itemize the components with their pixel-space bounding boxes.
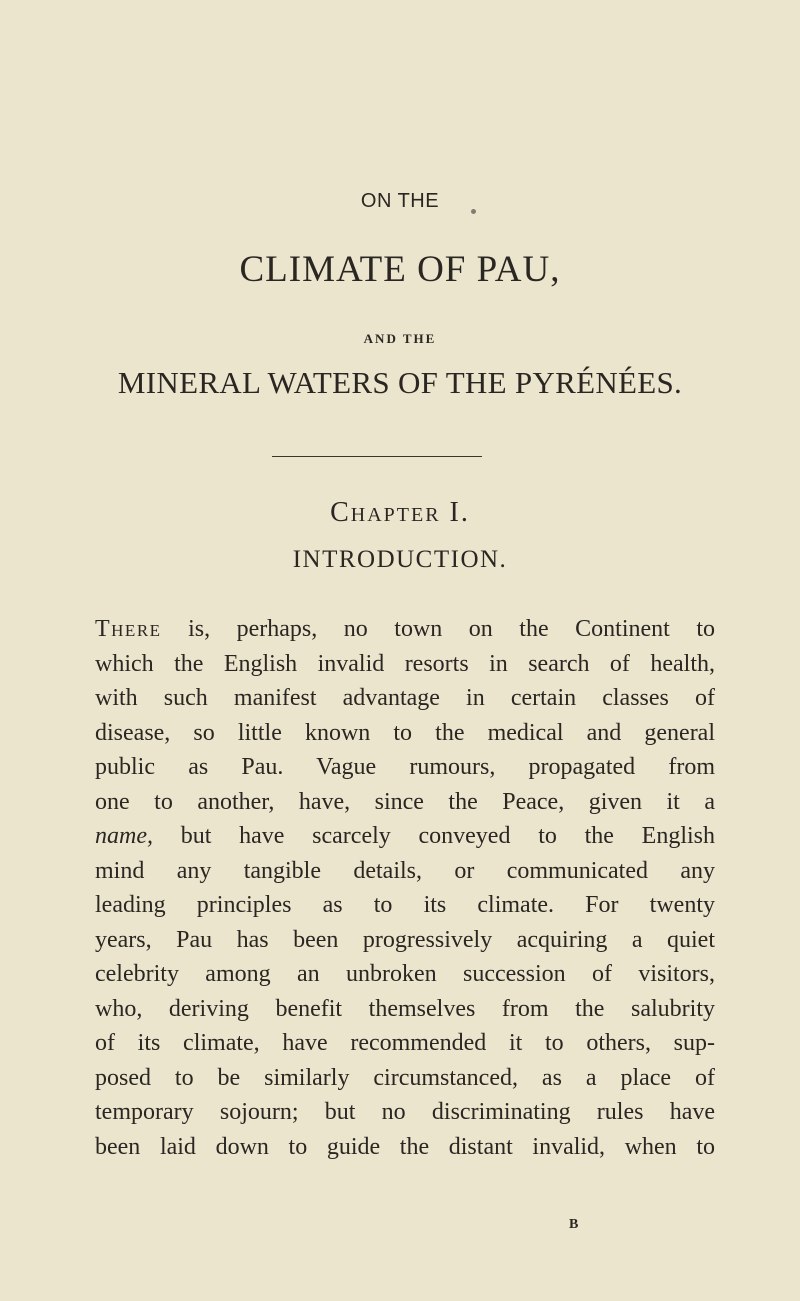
text-line xyxy=(95,647,715,682)
text-line xyxy=(95,1026,715,1061)
text-run: one to another, have, since the Peace, given it a xyxy=(95,788,715,815)
text-run: with such manifest advantage in certain classes of xyxy=(95,685,715,711)
text-line xyxy=(95,888,715,923)
page-title: CLIMATE OF PAU, xyxy=(239,249,561,290)
text-line xyxy=(95,819,715,854)
text-line xyxy=(95,785,715,820)
text-line xyxy=(95,612,715,647)
page-subtitle: MINERAL WATERS OF THE PYRÉNÉES. xyxy=(117,365,683,400)
text-line xyxy=(95,1130,715,1165)
chapter-heading: Chapter I. xyxy=(330,497,470,528)
body-text xyxy=(95,612,715,1164)
section-heading: INTRODUCTION. xyxy=(292,546,508,573)
text-line xyxy=(95,854,715,889)
text-line xyxy=(95,1061,715,1096)
text-line xyxy=(95,681,715,716)
text-run: celebrity among an unbroken succession of visitors, xyxy=(95,961,715,987)
text-line xyxy=(95,957,715,992)
text-run: of its climate, have recommended it to others, sup- xyxy=(95,1030,715,1056)
text-run: temporary sojourn; but no discriminating rules have xyxy=(95,1099,715,1125)
text-run: disease, so little known to the medical and general xyxy=(95,719,715,746)
text-run: leading principles as to its climate. For twenty xyxy=(95,892,715,918)
text-run: posed to be similarly circumstanced, as a place of xyxy=(95,1064,715,1091)
text-run: but have scarcely conveyed to the English xyxy=(152,823,715,849)
text-line xyxy=(95,716,715,751)
text-run: public as Pau. Vague rumours, propagated from xyxy=(95,754,715,780)
text-run: name, xyxy=(95,823,153,849)
text-run: mind any tangible details, or communicated any xyxy=(95,857,715,884)
text-run: There xyxy=(95,616,162,642)
text-line xyxy=(95,923,715,958)
text-line xyxy=(95,1095,715,1130)
text-line xyxy=(95,750,715,785)
text-run: which the English invalid resorts in search of health, xyxy=(95,650,715,677)
heading-on-the: ON THE xyxy=(360,190,440,212)
text-run: years, Pau has been progressively acquiring a quiet xyxy=(95,926,715,953)
text-line xyxy=(95,992,715,1027)
text-run: who, deriving benefit themselves from the salubrity xyxy=(95,995,715,1022)
heading-and-the: AND THE xyxy=(363,331,437,346)
text-run: been laid down to guide the distant invalid, when to xyxy=(95,1133,715,1160)
text-run: is, perhaps, no town on the Continent to xyxy=(161,616,715,642)
signature-mark: B xyxy=(569,1217,579,1232)
title-divider xyxy=(272,456,482,457)
